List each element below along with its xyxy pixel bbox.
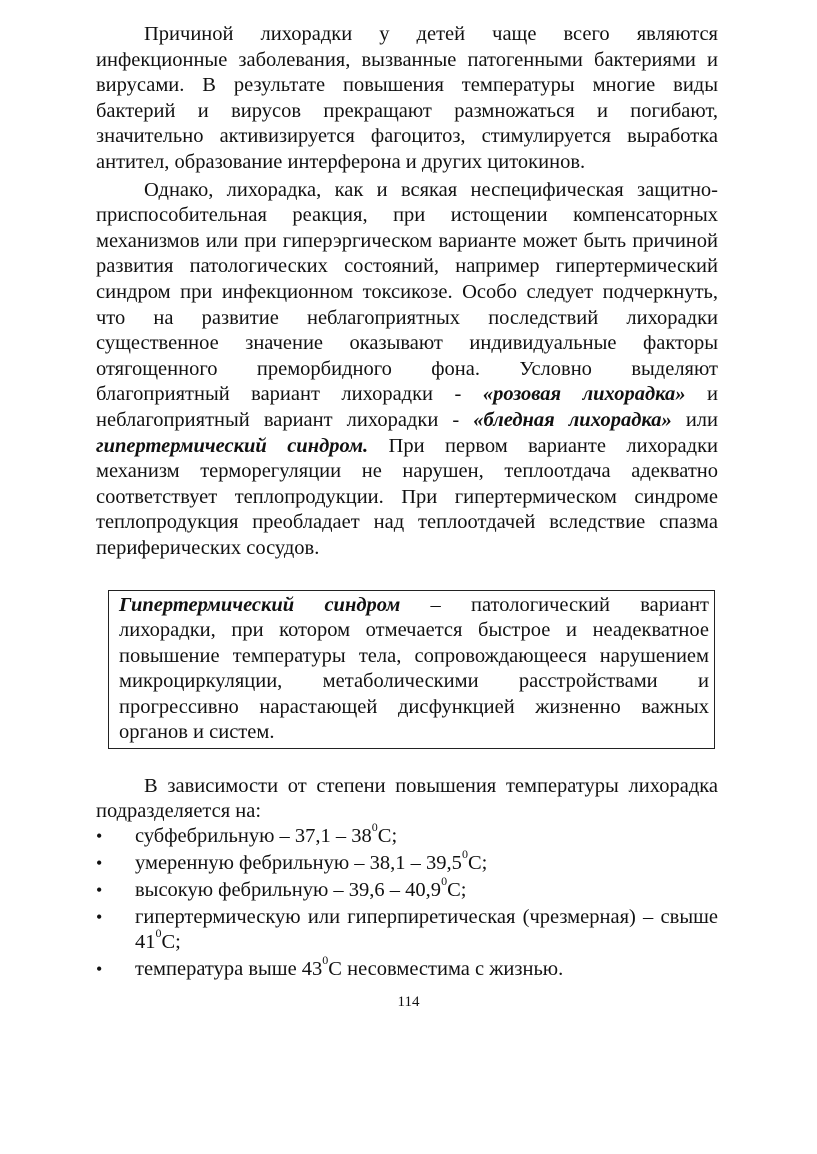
classification-list (96, 820, 718, 982)
paragraph-fever-variants-text-2: и неблагоприятный вариант лихорадки - (96, 383, 718, 431)
bullet-icon: • (96, 826, 103, 846)
list-item-unit: С несовместима с жизнью. (328, 958, 564, 980)
classification-lead: В зависимости от степени повышения температуры лихорадка подразделяется на: (96, 775, 718, 822)
degree-superscript: 0 (461, 847, 468, 862)
definition-text: – патологический вариант лихорадки, при котором отмечается быстрое и неадекватное повышение температуры тела, сопровождающееся нарушением микроциркуляции, метаболическими расстройствами и прогрессивно нарастающей дисфункцией жизненно важных органов и систем. (119, 594, 709, 744)
list-item-text: субфебрильную – 37,1 – 38 (135, 825, 372, 847)
list-item-text: высокую фебрильную – 39,6 – 40,9 (135, 879, 442, 901)
list-item-unit: С; (161, 931, 181, 953)
list-item (96, 874, 718, 903)
term-pale-fever: «бледная лихорадка» (473, 408, 672, 431)
page-number: 114 (397, 994, 420, 1010)
term-pink-fever: «розовая лихорадка» (482, 383, 686, 406)
bullet-icon: • (96, 880, 103, 900)
list-item-text: умеренную фебрильную – 38,1 – 39,5 (135, 852, 462, 874)
list-item (96, 847, 718, 876)
paragraph-fever-variants-text-3: или (671, 408, 718, 431)
bullet-icon: • (96, 853, 103, 873)
list-item-unit: С; (447, 879, 467, 901)
degree-superscript: 0 (371, 820, 378, 835)
list-item-text: температура выше 43 (135, 958, 323, 980)
paragraph-fever-variants-text-1: Однако, лихорадка, как и всякая неспецифическая защитно-приспособительная реакция, при истощении компенсаторных механизмов или при гиперэргическом варианте может быть причиной развития патологических состояний, например гипертермический синдром при инфекционном токсикозе. Особо следует подчеркнуть, что на развитие неблагоприятных последствий лихорадки существенное значение оказывают индивидуальные факторы отягощенного преморбидного фона. Условно выделяют благоприятный вариант лихорадки - (96, 178, 718, 406)
list-item-text: гипертермическую или гиперпиретическая (чрезмерная) – свыше 41 (135, 906, 718, 953)
fever-classification (96, 774, 718, 984)
list-item-unit: С; (467, 852, 488, 874)
paragraph-infection-causes: Причиной лихорадки у детей чаще всего являются инфекционные заболевания, вызванные патогенными бактериями и вирусами. В результате повышения температуры многие виды бактерий и вирусов прекращают размножаться и погибают, значительно активизируется фагоцитоз, стимулируется выработка антител, образование интерферона и других цитокинов. (96, 23, 718, 173)
term-hyperthermic-syndrome: гипертермический синдром. (96, 434, 369, 457)
definition-box (108, 590, 715, 749)
page-body (96, 22, 719, 980)
degree-superscript: 0 (155, 926, 162, 941)
list-item (96, 820, 718, 849)
bullet-icon: • (96, 959, 103, 979)
paragraph-fever-variants-text-4: При первом варианте лихорадки механизм терморегуляции не нарушен, теплоотдача адекватно соответствует теплопродукции. При гипертермическом синдроме теплопродукция преобладает над теплоотдачей вследствие спазма периферических сосудов. (96, 434, 719, 559)
list-item (96, 953, 718, 982)
bullet-icon: • (96, 907, 103, 927)
list-item-unit: С; (377, 825, 398, 847)
degree-superscript: 0 (441, 874, 448, 889)
paragraph-fever-variants (96, 178, 718, 562)
definition-term: Гипертермический синдром (119, 594, 401, 616)
degree-superscript: 0 (322, 953, 329, 968)
list-item (96, 905, 718, 955)
